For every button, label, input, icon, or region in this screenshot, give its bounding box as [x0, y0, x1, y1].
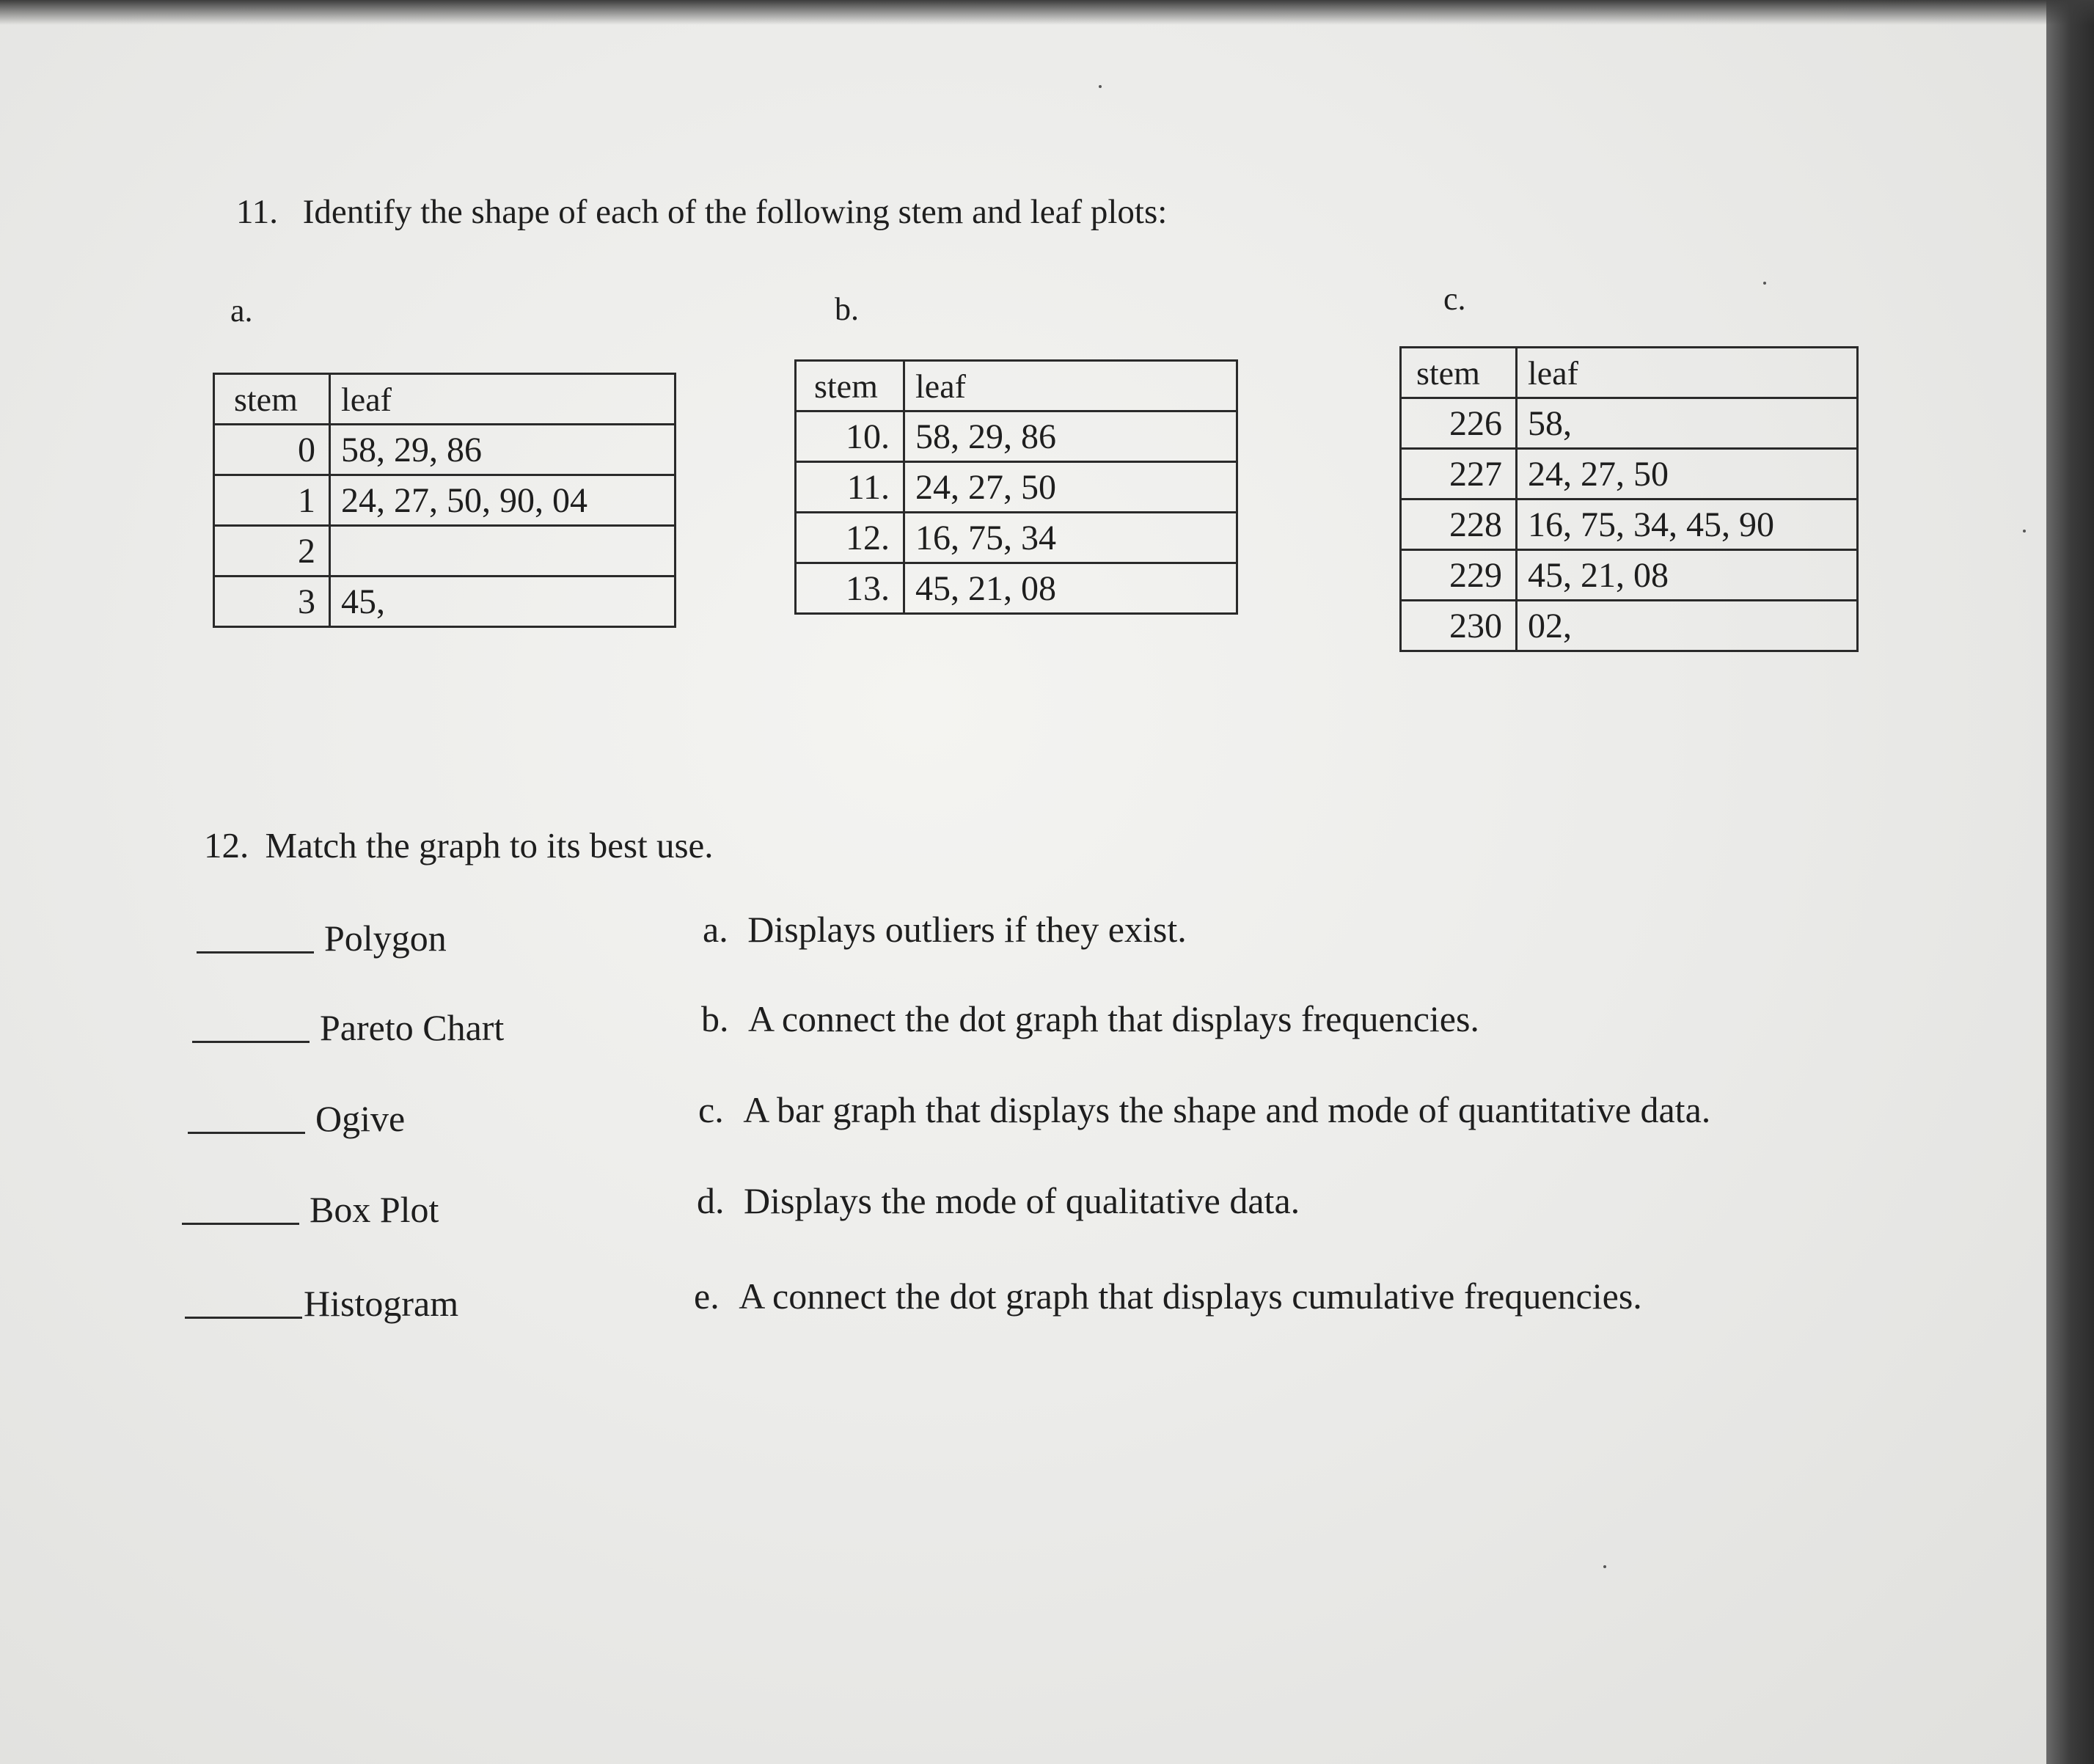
option-e	[694, 1275, 1642, 1317]
answer-blank[interactable]	[185, 1317, 302, 1319]
answer-blank[interactable]	[197, 951, 314, 954]
table-header-row	[796, 361, 1237, 411]
option-letter: b.	[701, 998, 729, 1039]
leaf-cell: 58, 29, 86	[904, 411, 1237, 462]
match-item-box-plot	[182, 1179, 622, 1231]
answer-blank[interactable]	[192, 1041, 310, 1043]
table-row	[214, 475, 676, 526]
table-row	[214, 425, 676, 475]
stem-cell: 12.	[796, 513, 904, 563]
option-b	[701, 998, 1479, 1040]
stem-cell: 13.	[796, 563, 904, 614]
option-text: A bar graph that displays the shape and mode of quantitative data.	[743, 1089, 1711, 1130]
stem-header: stem	[214, 374, 330, 425]
option-letter: a.	[703, 909, 728, 950]
stem-cell: 10.	[796, 411, 904, 462]
leaf-header: leaf	[1517, 348, 1858, 398]
leaf-cell: 24, 27, 50	[1517, 449, 1858, 499]
table-row	[796, 513, 1237, 563]
stem-leaf-table-a	[213, 373, 676, 628]
background-top-shadow	[0, 0, 2094, 25]
table-header-row	[1401, 348, 1858, 398]
leaf-cell: 58, 29, 86	[330, 425, 676, 475]
leaf-cell: 24, 27, 50	[904, 462, 1237, 513]
match-item-ogive	[188, 1088, 628, 1140]
table-row	[1401, 449, 1858, 499]
paper-speck	[1763, 282, 1766, 285]
table-row	[1401, 499, 1858, 550]
plot-c-label: c.	[1443, 281, 1466, 317]
option-text: Displays the mode of qualitative data.	[744, 1180, 1300, 1221]
match-item-polygon	[197, 908, 637, 959]
table-row	[214, 577, 676, 627]
plot-a-label: a.	[230, 293, 253, 329]
stem-cell: 226	[1401, 398, 1517, 449]
stem-cell: 228	[1401, 499, 1517, 550]
question-12-number: 12.	[204, 825, 249, 865]
plot-b-label: b.	[835, 291, 859, 327]
stem-cell: 1	[214, 475, 330, 526]
leaf-header: leaf	[904, 361, 1237, 411]
leaf-cell: 58,	[1517, 398, 1858, 449]
paper-speck	[1099, 85, 1102, 88]
table-header-row	[214, 374, 676, 425]
stem-leaf-table-b	[794, 359, 1238, 615]
option-text: A connect the dot graph that displays cumulative frequencies.	[739, 1276, 1642, 1317]
leaf-cell: 45,	[330, 577, 676, 627]
answer-blank[interactable]	[182, 1223, 299, 1225]
match-item-pareto-chart	[192, 998, 632, 1049]
term-pareto-chart: Pareto Chart	[320, 1007, 505, 1048]
paper-speck	[2023, 530, 2026, 533]
stem-cell: 2	[214, 526, 330, 577]
stem-cell: 0	[214, 425, 330, 475]
stem-leaf-table-c	[1399, 346, 1859, 652]
stem-cell: 230	[1401, 601, 1517, 651]
question-12-title	[204, 824, 714, 866]
stem-cell: 229	[1401, 550, 1517, 601]
option-text: Displays outliers if they exist.	[747, 909, 1187, 950]
table-row	[796, 462, 1237, 513]
leaf-cell: 16, 75, 34, 45, 90	[1517, 499, 1858, 550]
leaf-header: leaf	[330, 374, 676, 425]
question-12-text: Match the graph to its best use.	[265, 825, 714, 865]
question-11-number: 11.	[236, 193, 279, 231]
option-a	[703, 908, 1187, 951]
term-ogive: Ogive	[315, 1098, 406, 1139]
leaf-cell: 45, 21, 08	[1517, 550, 1858, 601]
stem-cell: 11.	[796, 462, 904, 513]
answer-blank[interactable]	[188, 1132, 305, 1134]
leaf-cell: 24, 27, 50, 90, 04	[330, 475, 676, 526]
table-row	[1401, 398, 1858, 449]
table-row	[1401, 601, 1858, 651]
table-row	[1401, 550, 1858, 601]
leaf-cell: 45, 21, 08	[904, 563, 1237, 614]
stem-header: stem	[796, 361, 904, 411]
background-edge	[2046, 0, 2094, 1764]
term-histogram: Histogram	[304, 1283, 459, 1324]
option-d	[697, 1179, 1300, 1222]
table-row	[214, 526, 676, 577]
option-letter: c.	[698, 1089, 724, 1130]
question-11-text: Identify the shape of each of the following stem and leaf plots:	[302, 193, 1168, 231]
option-letter: d.	[697, 1180, 725, 1221]
term-polygon: Polygon	[324, 918, 447, 959]
option-text: A connect the dot graph that displays frequencies.	[748, 998, 1479, 1039]
table-row	[796, 563, 1237, 614]
question-11-title	[236, 192, 1167, 232]
paper-speck	[1603, 1565, 1606, 1568]
option-letter: e.	[694, 1276, 720, 1317]
term-box-plot: Box Plot	[310, 1189, 439, 1230]
leaf-cell	[330, 526, 676, 577]
stem-header: stem	[1401, 348, 1517, 398]
table-row	[796, 411, 1237, 462]
stem-cell: 3	[214, 577, 330, 627]
leaf-cell: 16, 75, 34	[904, 513, 1237, 563]
option-c	[698, 1088, 1710, 1131]
stem-cell: 227	[1401, 449, 1517, 499]
leaf-cell: 02,	[1517, 601, 1858, 651]
match-item-histogram	[185, 1273, 625, 1325]
